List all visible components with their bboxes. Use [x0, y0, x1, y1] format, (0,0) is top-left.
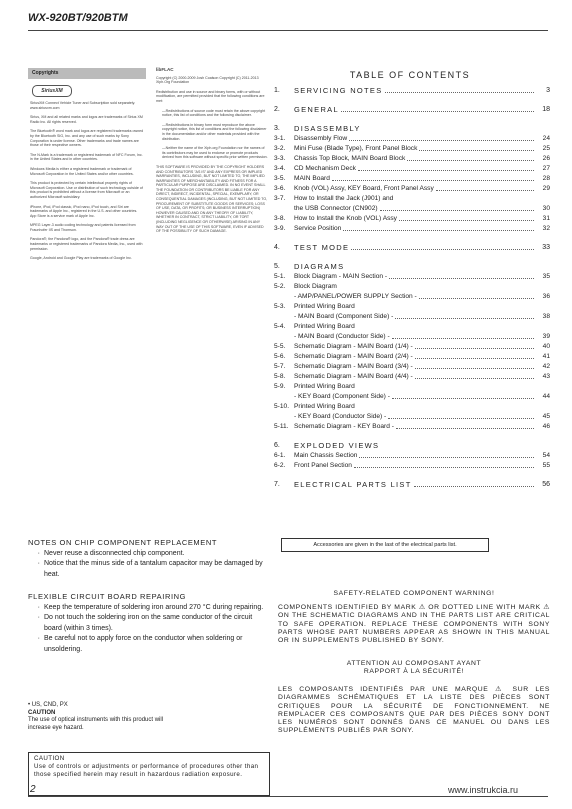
toc-entry	[274, 372, 550, 382]
libflac-paragraph: Copyright (C) 2000-2009 Josh Coalson Copyright (C) 2011-2013 Xiph.Org Foundation	[156, 75, 259, 85]
safety-warning-fr-heading: ATTENTION AU COMPOSANT AYANT RAPPORT À LA SÉCURITÉ!	[346, 660, 482, 676]
toc-entry-page: 3	[546, 87, 550, 94]
toc-entry	[274, 164, 550, 174]
toc-spacer	[274, 96, 550, 105]
toc-leader-dots	[395, 317, 534, 319]
toc-entry-label: Knob (VOL) Assy, KEY Board, Front Panel Assy	[294, 185, 434, 192]
toc-leader-dots	[385, 91, 534, 93]
toc-entry-number: 6-2.	[274, 462, 286, 469]
toc-leader-dots	[358, 169, 534, 171]
toc-entry-page: 31	[542, 215, 550, 222]
libflac-paragraph: Redistribution and use in source and binary forms, with or without modification, are permitted provided that the following conditions are met:	[156, 89, 265, 103]
toc-entry-label: CD Mechanism Deck	[294, 165, 356, 172]
libflac-paragraph: —Redistributions in binary form must reproduce the above copyright notice, this list of conditions and the following disclaimer in the documentation and/or other materials provided with the distribution.	[162, 122, 267, 141]
caution-box-heading: CAUTION	[34, 755, 65, 762]
list-item: · Keep the temperature of soldering iron around 270 °C during repairing.	[37, 603, 264, 611]
toc-entry	[274, 144, 550, 154]
toc-entry	[274, 332, 550, 342]
toc-entry	[274, 154, 550, 164]
libflac-paragraph: —Neither the name of the Xiph.org Foundation nor the names of its contributors may be used to endorse or promote products derived from this software without specific prior written permission.	[162, 146, 268, 160]
toc-entry-label: How to Install the Knob (VOL) Assy	[294, 215, 397, 222]
copyright-paragraph: Pandora®, the Pandora® logo, and the Pandora® trade dress are trademarks or registered trademarks of Pandora Media, Inc., used with permission.	[30, 237, 143, 251]
toc-entry-label: Schematic Diagram - MAIN Board (4/4) -	[294, 373, 413, 380]
toc-entry	[274, 441, 550, 451]
toc-entry-label: Schematic Diagram - MAIN Board (2/4) -	[294, 353, 413, 360]
copyright-paragraph: SiriusXM Connect Vehicle Tuner and Subscription sold separately. www.siriusxm.com	[30, 101, 136, 110]
toc-entry	[274, 422, 550, 432]
copyright-paragraph: Windows Media is either a registered trademark or trademark of Microsoft Corporation in the United States and/or other countries.	[30, 166, 134, 176]
toc-entry-number: 5-3.	[274, 303, 286, 310]
toc-entry-number: 5.	[274, 263, 280, 270]
page-number: 2	[30, 784, 36, 795]
copyright-paragraph: Google, Android and Google Play are trademarks of Google Inc.	[30, 256, 132, 261]
toc-entry-page: 36	[542, 293, 550, 300]
toc-entry-page: 41	[542, 353, 550, 360]
copyright-paragraph: The N-Mark is a trademark or registered trademark of NFC Forum, Inc. in the United States and in other countries.	[30, 152, 143, 162]
toc-entry-label: Printed Wiring Board	[294, 403, 355, 410]
toc-leader-dots	[389, 277, 534, 279]
toc-entry-label: - MAIN Board (Component Side) -	[294, 313, 394, 320]
toc-leader-dots	[415, 347, 534, 349]
toc-entry-label: How to Install the Jack (J901) and	[294, 195, 394, 202]
header-divider	[28, 30, 548, 31]
toc-entry-number: 3-5.	[274, 175, 286, 182]
toc-entry	[274, 312, 550, 322]
caution-box	[28, 752, 270, 796]
toc-entry-number: 5-8.	[274, 373, 286, 380]
flex-repair-section	[28, 592, 268, 655]
toc-leader-dots	[415, 377, 534, 379]
toc-entry-label: Schematic Diagram - KEY Board -	[294, 423, 394, 430]
libflac-paragraph: THIS SOFTWARE IS PROVIDED BY THE COPYRIGHT HOLDERS AND CONTRIBUTORS "AS IS" AND ANY EXPRESS OR IMPLIED WARRANTIES, INCLUDING, BUT NOT LIMITED TO, THE IMPLIED WARRANTIES OF MERCHANTABILITY AND FITNESS FOR A PARTICULAR PURPOSE ARE DISCLAIMED. IN NO EVENT SHALL THE FOUNDATION OR CONTRIBUTORS BE LIABLE FOR ANY DIRECT, INDIRECT, INCIDENTAL, SPECIAL, EXEMPLARY, OR CONSEQUENTIAL DAMAGES (INCLUDING, BUT NOT LIMITED TO, PROCUREMENT OF SUBSTITUTE GOODS OR SERVICES; LOSS OF USE, DATA, OR PROFITS; OR BUSINESS INTERRUPTION) HOWEVER CAUSED AND ON ANY THEORY OF LIABILITY, WHETHER IN CONTRACT, STRICT LIABILITY, OR TORT (INCLUDING NEGLIGENCE OR OTHERWISE) ARISING IN ANY WAY OUT OF THE USE OF THIS SOFTWARE, EVEN IF ADVISED OF THE POSSIBILITY OF SUCH DAMAGE.	[156, 164, 268, 234]
toc-entry-page: 44	[542, 393, 550, 400]
optical-caution	[28, 702, 178, 732]
toc-entry-number: 5-2.	[274, 283, 286, 290]
toc-entry-label: Service Position	[294, 225, 342, 232]
toc-entry-label: Printed Wiring Board	[294, 303, 355, 310]
toc-entry	[274, 124, 550, 134]
libflac-title: libFLAC	[156, 67, 174, 72]
toc-entry-page: 39	[542, 333, 550, 340]
toc-entry-label: GENERAL	[294, 105, 339, 114]
toc-leader-dots	[351, 248, 534, 250]
toc-entry-label: Front Panel Section	[294, 462, 352, 469]
toc-entry	[274, 342, 550, 352]
libflac-paragraphs	[156, 76, 268, 234]
toc-entry-label: DISASSEMBLY	[294, 124, 361, 133]
toc-leader-dots	[388, 417, 534, 419]
chip-notes-heading: NOTES ON CHIP COMPONENT REPLACEMENT	[28, 538, 218, 547]
toc-leader-dots	[354, 466, 534, 468]
toc-entry-page: 18	[542, 106, 550, 113]
toc-entry-label: Disassembly Flow	[294, 135, 348, 142]
toc-entry-number: 5-11.	[274, 423, 289, 430]
toc-entry-number: 3-4.	[274, 165, 286, 172]
copyrights-section	[28, 68, 146, 428]
toc-entry	[274, 134, 550, 144]
toc-entry-label: Block Diagram - MAIN Section -	[294, 273, 388, 280]
toc-entry-page: 40	[542, 343, 550, 350]
toc-entry	[274, 392, 550, 402]
toc-entry-number: 3-6.	[274, 185, 286, 192]
toc-leader-dots	[343, 229, 534, 231]
toc-entry-number: 5-10.	[274, 403, 290, 410]
toc-leader-dots	[407, 159, 534, 161]
toc-entry-number: 3-8.	[274, 215, 286, 222]
toc-entry	[274, 322, 550, 332]
toc-entry	[274, 243, 550, 253]
libflac-paragraph: —Redistributions of source code must retain the above copyright notice, this list of conditions and the following disclaimer.	[162, 108, 266, 118]
toc-entry-number: 6.	[274, 442, 280, 449]
caution-box-text: Use of controls or adjustments or performance of procedures other than those specified herein may result in hazardous radiation exposure.	[34, 763, 259, 778]
toc-entry	[274, 184, 550, 194]
toc-entry-number: 3-9.	[274, 225, 286, 232]
toc-entry-number: 5-1.	[274, 273, 286, 280]
toc-entry-number: 5-9.	[274, 383, 286, 390]
toc-entry-label: - KEY Board (Component Side) -	[294, 393, 390, 400]
toc-entry-number: 1.	[274, 87, 280, 94]
toc-entry-page: 56	[542, 481, 550, 488]
toc-leader-dots	[415, 357, 534, 359]
toc-entry	[274, 224, 550, 234]
toc-entry	[274, 362, 550, 372]
toc-entry-number: 5-6.	[274, 353, 286, 360]
toc-entry-label: DIAGRAMS	[294, 262, 345, 271]
list-item: · Never reuse a disconnected chip component.	[37, 549, 185, 557]
toc-spacer	[274, 432, 550, 441]
toc-entry	[274, 86, 550, 96]
toc-entry-page: 32	[542, 225, 550, 232]
toc-title: TABLE OF CONTENTS	[349, 70, 471, 80]
toc-leader-dots	[380, 209, 534, 211]
toc-spacer	[274, 234, 550, 243]
toc-entry-page: 26	[542, 155, 550, 162]
toc-entry	[274, 194, 550, 204]
toc-entry	[274, 480, 550, 490]
toc-entry-page: 38	[542, 313, 550, 320]
toc-entry-label: SERVICING NOTES	[294, 86, 383, 95]
toc-leader-dots	[392, 337, 534, 339]
toc-entry	[274, 352, 550, 362]
toc-entry-page: 29	[542, 185, 550, 192]
toc-entry-page: 27	[542, 165, 550, 172]
footer-divider	[28, 796, 548, 797]
toc-entry-label: Mini Fuse (Blade Type), Front Panel Block	[294, 145, 418, 152]
toc-leader-dots	[399, 219, 534, 221]
toc-entry-number: 3-7.	[274, 195, 286, 202]
copyright-paragraph: The Bluetooth® word mark and logos are registered trademarks owned by the Bluetooth SIG, Inc. and any use of such marks by Sony Corporation is under license. Other trademarks and trade names are those of their respective owners.	[30, 129, 144, 148]
toc-leader-dots	[396, 427, 534, 429]
table-of-contents	[274, 86, 550, 490]
safety-warning-fr-text: LES COMPOSANTS IDENTIFIÉS PAR UNE MARQUE ⚠ SUR LES DIAGRAMMES SCHÉMATIQUES ET LA LISTE DES PIÈCES SONT CRITIQUES POUR LA SÉCURITÉ DE FONCTIONNEMENT. NE REMPLACER CES COMPOSANTS QUE PAR DES PIÈCES SONY DONT LES NUMÉROS SONT DONNÉS DANS CE MANUEL OU DANS LES SUPPLÉMENTS PUBLIÉS PAR SONY.	[278, 686, 550, 735]
toc-entry-label: Block Diagram	[294, 283, 337, 290]
toc-entry	[274, 412, 550, 422]
toc-entry	[274, 105, 550, 115]
toc-entry-page: 28	[542, 175, 550, 182]
toc-leader-dots	[392, 397, 534, 399]
toc-entry-number: 5-5.	[274, 343, 286, 350]
toc-entry-page: 45	[542, 413, 550, 420]
list-item: · Notice that the minus side of a tantalum capacitor may be damaged by heat.	[37, 560, 263, 578]
watermark: www.instrukcia.ru	[448, 785, 519, 795]
toc-entry	[274, 282, 550, 292]
toc-entry-page: 24	[542, 135, 550, 142]
toc-leader-dots	[349, 139, 534, 141]
model-list: • US, CND, PX	[28, 702, 68, 708]
chip-notes-section	[28, 538, 268, 580]
copyright-paragraph: Sirius, XM and all related marks and logos are trademarks of Sirius XM Radio Inc. All rights reserved.	[30, 115, 143, 124]
toc-entry	[274, 302, 550, 312]
toc-entry-number: 5-7.	[274, 363, 286, 370]
siriusxm-logo: SiriusXM	[32, 85, 72, 97]
copyrights-paragraphs	[28, 101, 146, 261]
toc-entry	[274, 214, 550, 224]
libflac-section	[156, 68, 268, 239]
toc-entry-page: 35	[542, 273, 550, 280]
toc-entry-page: 43	[542, 373, 550, 380]
toc-entry-page: 33	[542, 244, 550, 251]
safety-warning-heading: SAFETY-RELATED COMPONENT WARNING!	[333, 590, 495, 597]
toc-spacer	[274, 471, 550, 480]
copyright-paragraph: This product is protected by certain intellectual property rights of Microsoft Corporation. Use or distribution of such technology outside of this product is prohibited without a license from Microsoft or an authorized Microsoft subsidiary.	[30, 181, 143, 199]
toc-entry-number: 3-2.	[274, 145, 286, 152]
toc-entry-label: - AMP/PANEL/POWER SUPPLY Section -	[294, 293, 417, 300]
toc-entry-label: - KEY Board (Conductor Side) -	[294, 413, 387, 420]
toc-entry	[274, 382, 550, 392]
toc-entry-label: the USB Connector (CN902)	[294, 205, 378, 212]
toc-entry-number: 7.	[274, 481, 280, 488]
toc-entry	[274, 461, 550, 471]
optical-caution-text: The use of optical instruments with this product will increase eye hazard.	[28, 717, 164, 731]
toc-entry	[274, 402, 550, 412]
toc-entry-number: 5-4.	[274, 323, 286, 330]
toc-entry-number: 2.	[274, 106, 280, 113]
toc-entry-page: 25	[542, 145, 550, 152]
toc-entry-label: - MAIN Board (Conductor Side) -	[294, 333, 390, 340]
flex-repair-heading: FLEXIBLE CIRCUIT BOARD REPAIRING	[28, 592, 187, 601]
toc-spacer	[274, 115, 550, 124]
toc-spacer	[274, 253, 550, 262]
toc-entry-label: Main Chassis Section	[294, 452, 358, 459]
safety-warning-text: COMPONENTS IDENTIFIED BY MARK ⚠ OR DOTTED LINE WITH MARK ⚠ ON THE SCHEMATIC DIAGRAMS AND IN THE PARTS LIST ARE CRITICAL TO SAFE OPERATION. REPLACE THESE COMPONENTS WITH SONY PARTS WHOSE PART NUMBERS APPEAR AS SHOWN IN THIS MANUAL OR IN SUPPLEMENTS PUBLISHED BY SONY.	[278, 604, 550, 645]
toc-leader-dots	[419, 297, 534, 299]
toc-entry-number: 6-1.	[274, 452, 286, 459]
toc-leader-dots	[332, 179, 534, 181]
toc-entry-label: EXPLODED VIEWS	[294, 441, 380, 450]
toc-entry-label: TEST MODE	[294, 243, 350, 252]
toc-entry-label: Printed Wiring Board	[294, 383, 355, 390]
list-item: · Do not touch the soldering iron on the same conductor of the circuit board (within 3 times).	[37, 614, 253, 632]
toc-entry-number: 3-3.	[274, 155, 286, 162]
toc-leader-dots	[419, 149, 534, 151]
toc-entry	[274, 204, 550, 214]
toc-entry-number: 3.	[274, 125, 280, 132]
toc-leader-dots	[436, 189, 534, 191]
accessories-note: Accessories are given in the last of the electrical parts list.	[281, 538, 489, 552]
toc-entry-page: 30	[542, 205, 550, 212]
toc-entry	[274, 292, 550, 302]
toc-entry-number: 3-1.	[274, 135, 286, 142]
toc-entry	[274, 272, 550, 282]
toc-entry-page: 55	[542, 462, 550, 469]
toc-leader-dots	[415, 367, 534, 369]
toc-entry	[274, 262, 550, 272]
copyright-paragraph: MPEG Layer-3 audio coding technology and patents licensed from Fraunhofer IIS and Thomson.	[30, 223, 136, 232]
toc-entry-label: Schematic Diagram - MAIN Board (1/4) -	[294, 343, 413, 350]
toc-entry-page: 54	[542, 452, 550, 459]
optical-caution-heading: CAUTION	[28, 709, 56, 716]
toc-entry	[274, 451, 550, 461]
toc-entry-label: MAIN Board	[294, 175, 330, 182]
toc-entry-number: 4.	[274, 244, 280, 251]
copyright-paragraph: iPhone, iPod, iPod classic, iPod nano, iPod touch, and Siri are trademarks of Apple Inc., registered in the U.S. and other countries. App Store is a service mark of Apple Inc.	[30, 204, 138, 218]
list-item: · Be careful not to apply force on the conductor when soldering or unsoldering.	[37, 635, 243, 653]
toc-entry-page: 46	[542, 423, 550, 430]
toc-leader-dots	[414, 485, 534, 487]
toc-entry	[274, 174, 550, 184]
toc-entry-page: 42	[542, 363, 550, 370]
toc-entry-label: Printed Wiring Board	[294, 323, 355, 330]
toc-leader-dots	[341, 110, 534, 112]
document-title: WX-920BT/920BTM	[28, 12, 128, 24]
toc-entry-label: ELECTRICAL PARTS LIST	[294, 480, 412, 489]
toc-leader-dots	[359, 456, 534, 458]
copyrights-heading: Copyrights	[28, 68, 146, 79]
toc-entry-label: Schematic Diagram - MAIN Board (3/4) -	[294, 363, 413, 370]
toc-entry-label: Chassis Top Block, MAIN Board Block	[294, 155, 406, 162]
